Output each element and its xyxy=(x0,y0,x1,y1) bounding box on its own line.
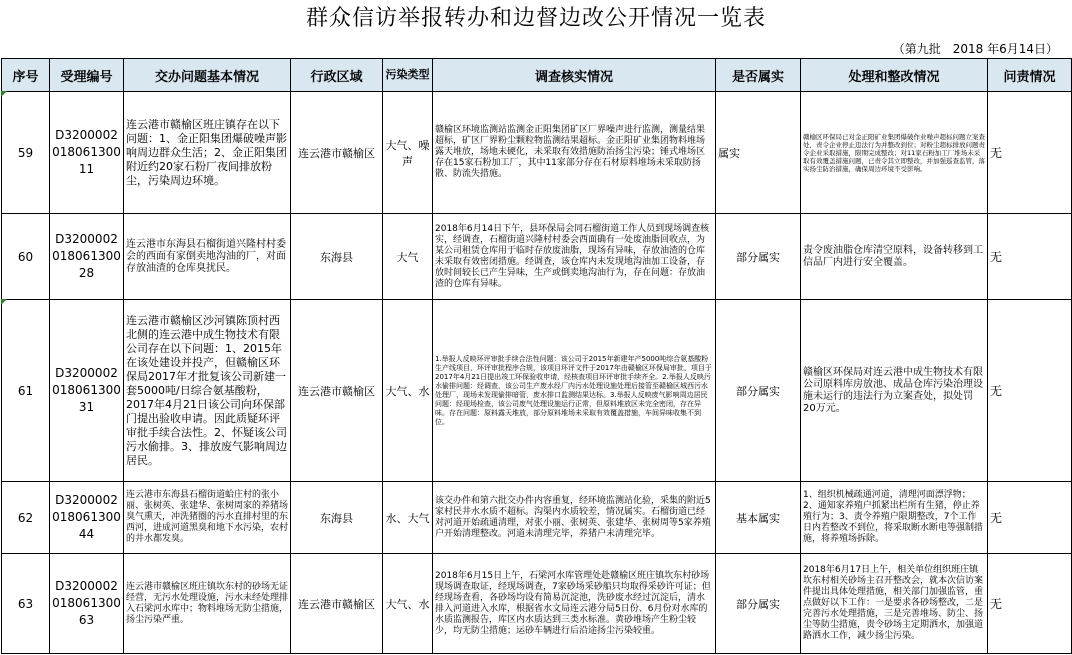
cell-code: D320000201806130044 xyxy=(50,482,124,554)
cell-code: D320000201806130063 xyxy=(50,554,124,654)
cell-seq: 59 xyxy=(2,92,50,214)
cell-is-true: 部分属实 xyxy=(716,554,801,654)
header-code: 受理编号 xyxy=(50,59,124,92)
cell-code: D320000201806130028 xyxy=(50,214,124,300)
cell-pollution: 大气、水 xyxy=(383,554,433,654)
cell-investigation: 2018年6月15日上午，石梁河水库管理处赴赣榆区班庄镇坎东村砂场现场调查取证，经现场调查，7家砂场采砂船只均取得采砂许可证；但经现场查看，各砂场均设有简易沉淀池，洗砂废水经过沉淀后，清水排入河道进入水库，根据省水文局连云港分局5日份、6月份对水库的水质监测报告，库区内水质达到三类水标准。黄砂堆场产生粉尘较少，均无防尘措施；运砂车辆进行后沿途扬尘污染较重。 xyxy=(433,554,716,654)
cell-area: 连云港市赣榆区 xyxy=(291,300,383,482)
cell-issue: 连云港市东海县石榴街道兴隆村村委会的西面有家倒卖地沟油的厂，对面存放油渣的仓库臭扰民。 xyxy=(124,214,291,300)
cell-seq: 62 xyxy=(2,482,50,554)
header-handling: 处理和整改情况 xyxy=(801,59,988,92)
cell-code: D320000201806130011 xyxy=(50,92,124,214)
cell-pollution: 大气 xyxy=(383,214,433,300)
cell-issue: 连云港市赣榆区班庄镇存在以下问题：1、金正阳集团爆破噪声影响周边群众生活；2、金正阳集团附近约20家石粉厂夜间排放粉尘，污染周边环境。 xyxy=(124,92,291,214)
header-area: 行政区域 xyxy=(291,59,383,92)
cell-pollution: 水、大气 xyxy=(383,482,433,554)
row-marker-59 xyxy=(1,91,7,97)
header-seq: 序号 xyxy=(2,59,50,92)
header-investigation: 调查核实情况 xyxy=(433,59,716,92)
cell-is-true: 部分属实 xyxy=(716,300,801,482)
table-row xyxy=(2,92,1072,214)
cell-is-true: 部分属实 xyxy=(716,214,801,300)
row-marker-61 xyxy=(1,299,7,305)
cell-handling: 责令废油脂仓库清空原料，设备转移到工信品厂内进行安全覆盖。 xyxy=(801,214,988,300)
cell-investigation: 1.举报人反映环评审批手续合法性问题：该公司于2015年新建年产5000吨综合氨基酸粉生产线项目，环评审批程序合规，该项目环评文件于2017年由赣榆区环保局审批，项目于2017年4月21日提出竣工环保验收申请，经核查项目环评审批手续齐全。2.举报人反映污水偷排问题：经调查，该公司生产废水经厂内污水处理设施处理后接管至赣榆区城西污水处理厂，现场未发现偷排暗管，废水排口监测结果达标。3.举报人反映废气影响周边居民问题：经现场检查，该公司废气处理设施运行正常，但原料堆放区未完全密闭，存在异味。存在问题：原料露天堆放，部分原料堆场未采取有效覆盖措施，车间异味收集不到位。 xyxy=(433,300,716,482)
cell-handling: 赣榆区环保局对连云港中成生物技术有限公司原料库房放池、成品仓库污染治理设施未运行的违法行为立案查处，拟处罚20万元。 xyxy=(801,300,988,482)
header-issue: 交办问题基本情况 xyxy=(124,59,291,92)
report-table xyxy=(1,58,1072,654)
page-title: 群众信访举报转办和边督边改公开情况一览表 xyxy=(305,6,766,31)
batch-info-line xyxy=(0,38,1072,58)
header-is-true: 是否属实 xyxy=(716,59,801,92)
cell-investigation: 赣榆区环境监测站监测金正阳集团矿区厂界噪声进行监测，测量结果超标，矿区厂界粉尘颗粒物监测结果超标。金正阳矿业集团物料堆场露天堆放，场地未硬化，未采取有效措施防治扬尘污染；锤式堆场区存在15家石粉加工厂，其中11家部分存在石材原料堆场未采取防扬散、防流失措施。 xyxy=(433,92,716,214)
cell-handling: 2018年6月17日上午，相关单位组织班庄镇坎东村相关砂场主召开整改会，就本次信访案件提出具体处理措施，相关部门加强监管，重点做好以下工作：一是要求各砂场整改，二是完善污水处理措施，三是完善堆场、防尘、扬尘等防尘措施，责令砂场主定期洒水，加强道路洒水工作，减少扬尘污染。 xyxy=(801,554,988,654)
header-accountability: 问责情况 xyxy=(988,59,1072,92)
cell-code: D320000201806130031 xyxy=(50,300,124,482)
cell-pollution: 大气、水 xyxy=(383,300,433,482)
cell-issue: 连云港市赣榆区沙河镇陈顶村西北侧的连云港中成生物技术有限公司存在以下问题：1、2015年在该处建设并投产，但赣榆区环保局2017年才批复该公司新建一套5000吨/日综合氨基酸粉，2017年4月21日该公司向环保部门提出验收申请。因此质疑环评审批手续合法性。2、怀疑该公司污水偷排。3、排放废气影响周边居民。 xyxy=(124,300,291,482)
cell-investigation: 该交办件和第六批交办件内容重复，经环境监测站化验，采集的附近5家村民井水水质不超标。沟渠内水质较差，情况属实。石榴街道已经对河道开始疏通清理，对张小丽、张树英、张建华、张树周等5家养殖户开始清理整改。河道未清理完毕，养猪户未清理完毕。 xyxy=(433,482,716,554)
cell-handling: 1、组织机械疏通河道，清理河面漂浮物；2、通知家养殖户抓紧出栏所有生猪，停止养殖行为；3、责令养殖户限期整改，7个工作日内若整改不到位，将采取断水断电等强制措施，将养殖场拆除。 xyxy=(801,482,988,554)
table-row xyxy=(2,214,1072,300)
cell-seq: 63 xyxy=(2,554,50,654)
cell-accountability: 无 xyxy=(988,92,1072,214)
table-row xyxy=(2,554,1072,654)
cell-seq: 61 xyxy=(2,300,50,482)
cell-is-true: 属实 xyxy=(716,92,801,214)
cell-accountability: 无 xyxy=(988,482,1072,554)
header-pollution: 污染类型 xyxy=(383,59,433,92)
cell-is-true: 基本属实 xyxy=(716,482,801,554)
cell-pollution: 大气、噪声 xyxy=(383,92,433,214)
cell-area: 连云港市赣榆区 xyxy=(291,92,383,214)
cell-area: 东海县 xyxy=(291,214,383,300)
cell-area: 东海县 xyxy=(291,482,383,554)
cell-investigation: 2018年6月14日下午，县环保局会同石榴街道工作人员到现场调查核实，经调查，石榴街道兴隆村村委会西面确有一处废油脂回收点，为某公司租赁仓库用于临时存放废油脂，现场有异味，存放油渣的仓库未采取有效密闭措施。经调查，该仓库内未发现地沟油加工设备，存放时间较长已产生异味，生产或倒卖地沟油行为，存在问题：存放油渣的仓库有异味。 xyxy=(433,214,716,300)
batch-info: （第九批 2018 年6月14日） xyxy=(892,42,1058,56)
cell-accountability: 无 xyxy=(988,554,1072,654)
table-row xyxy=(2,482,1072,554)
cell-issue: 连云港市赣榆区班庄镇坎东村的砂场无证经营，无污水处理设施，污水未经处理排入石梁河水库中；物料堆场无防尘措施，扬尘污染严重。 xyxy=(124,554,291,654)
cell-area: 连云港市赣榆区 xyxy=(291,554,383,654)
cell-issue: 连云港市东海县石榴街道蛤庄村的张小丽、张树英、张建华、张树周家的养猪场臭气熏天，冲洗猪圈的污水直排村里的东西河，进成河道黑臭和地下水污染，农村的井水都发臭。 xyxy=(124,482,291,554)
table-row xyxy=(2,300,1072,482)
cell-seq: 60 xyxy=(2,214,50,300)
cell-accountability: 无 xyxy=(988,300,1072,482)
cell-handling: 赣榆区环保局已对金正阳矿业集团爆破作业噪声超标问题立案查处，责令企业停止违法行为并整改到位；对粉尘超标排放问题责令企业采取措施，限期完成整改；对11家石粉加工厂堆场未采取有效覆盖措施问题，已责令其立即整改，并加强巡查监管，落实扬尘防治措施，确保周边环境不受影响。 xyxy=(801,92,988,214)
cell-accountability: 无 xyxy=(988,214,1072,300)
header-row xyxy=(2,59,1072,92)
